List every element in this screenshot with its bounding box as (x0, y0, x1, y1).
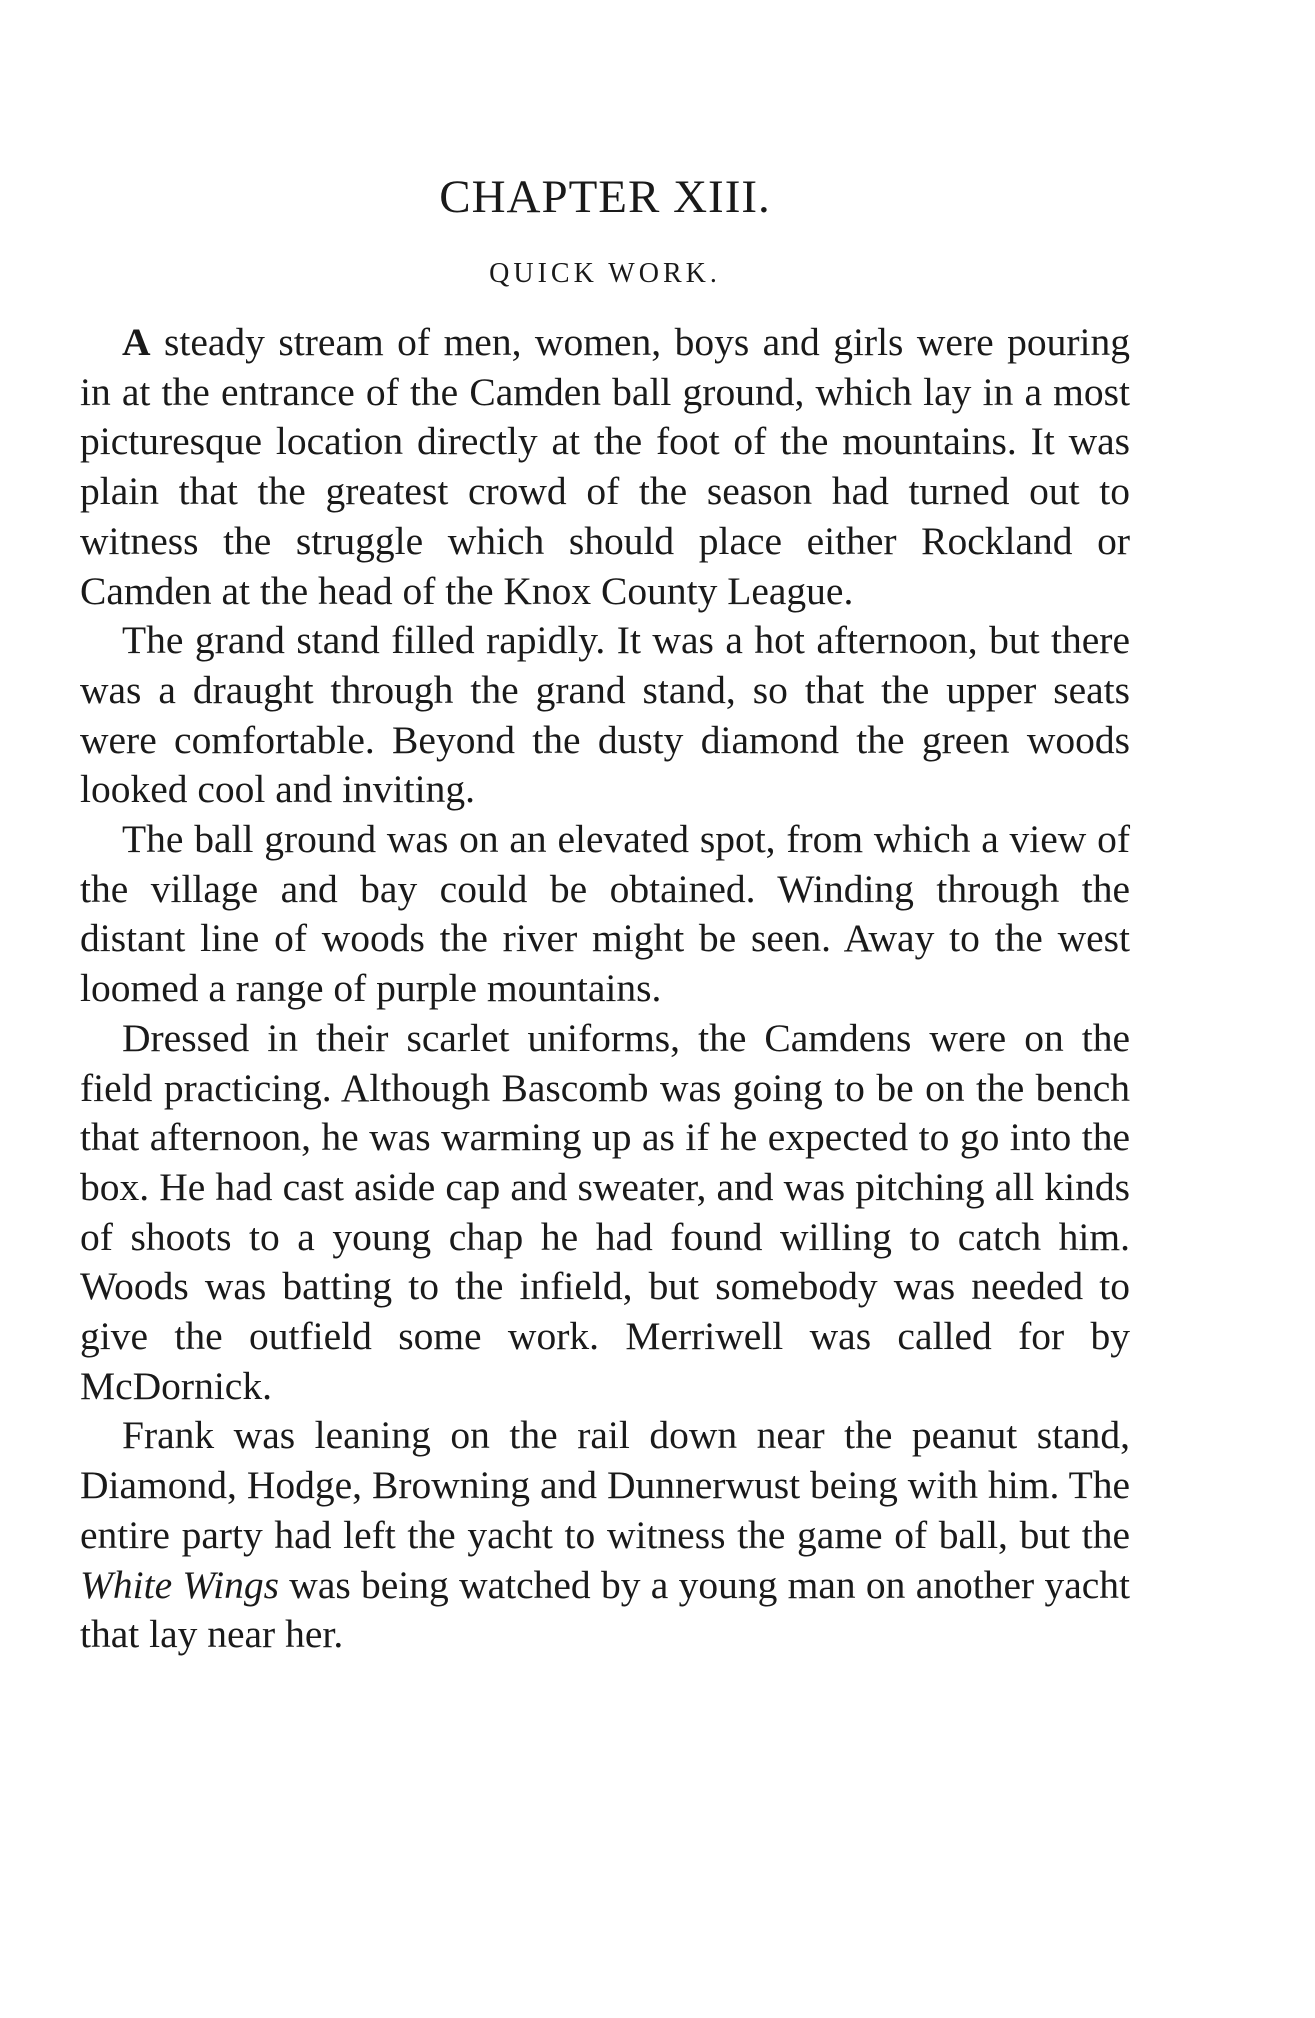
book-page (80, 170, 1130, 1660)
paragraph-3: The ball ground was on an elevated spot, from which a view of the village and bay could be obtained. Winding through the distant line of woods the river might be seen. Away to the west loomed a range of purple mountains. (80, 817, 1130, 1011)
paragraph-lead-letter: A (122, 320, 151, 364)
paragraph-5 (80, 1411, 1130, 1660)
chapter-subtitle: QUICK WORK. (489, 258, 721, 289)
paragraph-text: was being watched by a young man on another yacht that lay near her. (80, 1562, 1130, 1657)
paragraph-text: Frank was leaning on the rail down near the peanut stand, Diamond, Hodge, Browning and Dunnerwust being with him. The entire party had left the yacht to witness the game of ball, but the (80, 1413, 1130, 1557)
paragraph-2: The grand stand filled rapidly. It was a hot afternoon, but there was a draught through the grand stand, so that the upper seats were comfortable. Beyond the dusty diamond the green woods looked cool and inviting. (80, 618, 1130, 812)
paragraph-text: steady stream of men, women, boys and girls were pouring in at the entrance of the Camden ball ground, which lay in a most picturesque location directly at the foot of the mountains. It was plain that the greatest crowd of the season had turned out to witness the struggle which should place either Rockland or Camden at the head of the Knox County League. (80, 320, 1130, 613)
chapter-title: CHAPTER XIII. (439, 171, 771, 223)
paragraph-1 (80, 318, 1130, 616)
yacht-name: White Wings (80, 1562, 279, 1607)
chapter-body (80, 318, 1130, 1660)
paragraph-4: Dressed in their scarlet uniforms, the Camdens were on the field practicing. Although Bascomb was going to be on the bench that afternoon, he was warming up as if he expected to go into the box. He had cast aside cap and sweater, and was pitching all kinds of shoots to a young chap he had found willing to catch him. Woods was batting to the infield, but somebody was needed to give the outfield some work. Merriwell was called for by McDornick. (80, 1015, 1130, 1408)
